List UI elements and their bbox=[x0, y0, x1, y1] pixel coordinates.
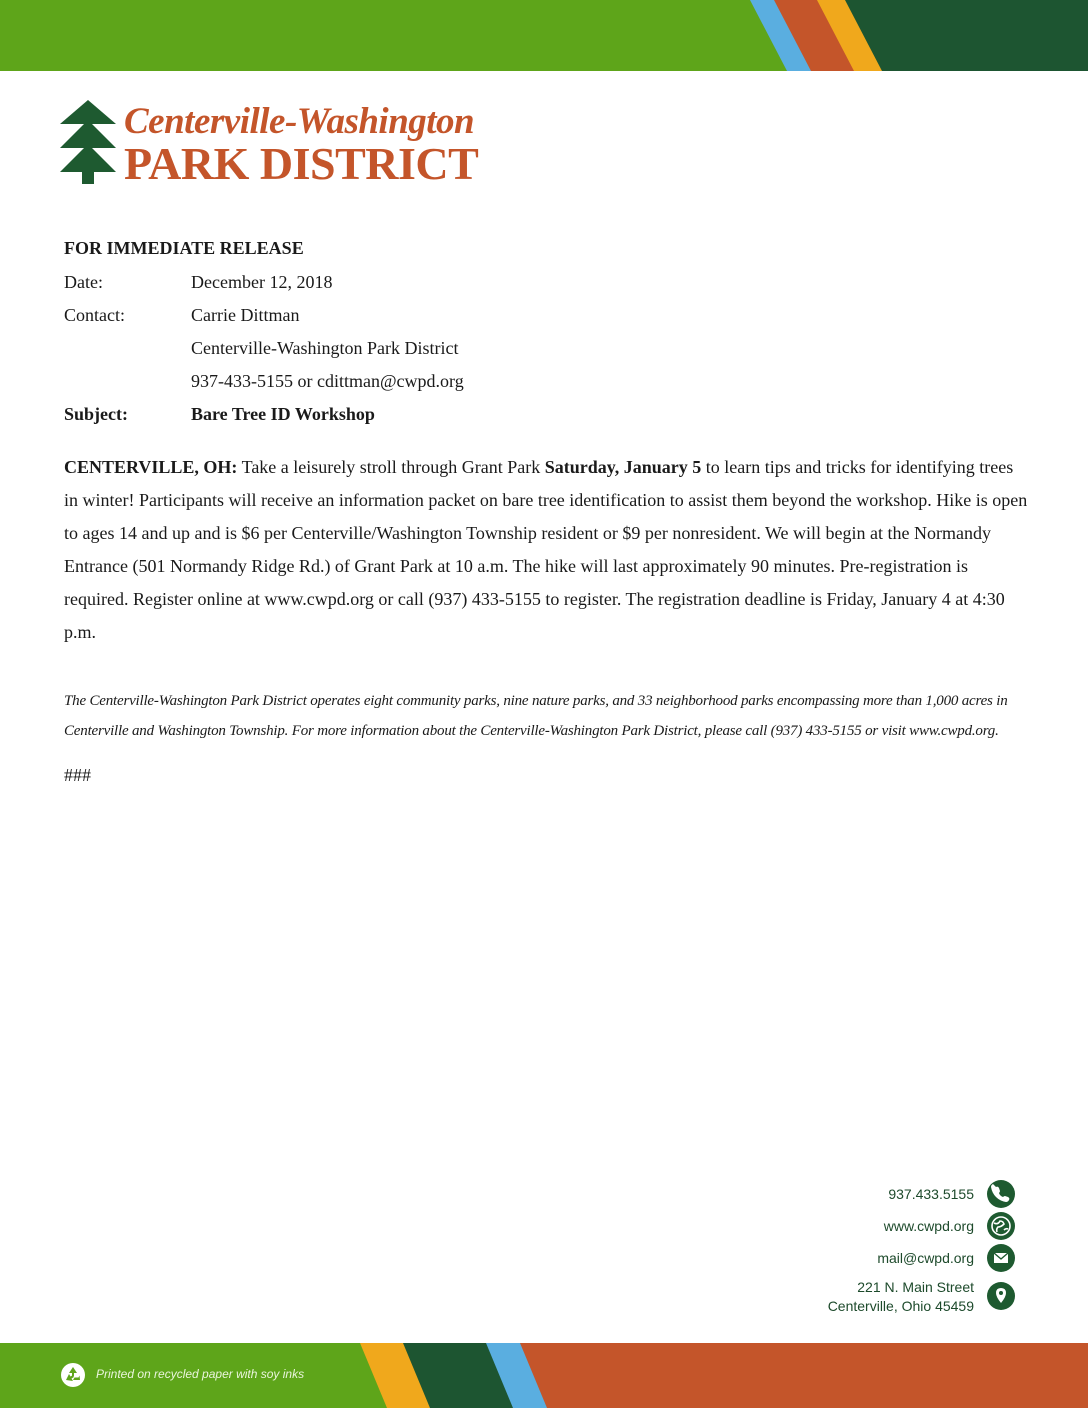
footer-address-line2: Centerville, Ohio 45459 bbox=[827, 1298, 974, 1314]
contact-name: Carrie Dittman bbox=[191, 305, 300, 325]
logo-name-line1: Centerville-Washington bbox=[124, 101, 475, 142]
contact-org: Centerville-Washington Park District bbox=[191, 338, 459, 358]
footer-phone: 937.433.5155 bbox=[888, 1186, 974, 1202]
logo-name-line2: PARK DISTRICT bbox=[124, 138, 479, 189]
end-mark: ### bbox=[64, 765, 91, 785]
date-row bbox=[64, 272, 332, 293]
release-heading: FOR IMMEDIATE RELEASE bbox=[64, 238, 304, 258]
press-release-body bbox=[64, 451, 1028, 649]
pine-tree-icon bbox=[58, 100, 118, 184]
date-value: December 12, 2018 bbox=[191, 272, 333, 292]
about-paragraph: The Centerville-Washington Park District operates eight community parks, nine nature parks, and 33 neighborhood parks encompassing more than 1,000 acres in Centerville and Washington Township. For more information about the Centerville-Washington Park District, please call (937) 433-5155 or visit www.cwpd.org. bbox=[64, 693, 1008, 739]
subject-value: Bare Tree ID Workshop bbox=[191, 404, 375, 424]
mail-icon bbox=[987, 1244, 1015, 1272]
globe-icon bbox=[987, 1212, 1015, 1240]
park-district-logo bbox=[58, 100, 528, 192]
footer-website: www.cwpd.org bbox=[883, 1218, 974, 1234]
contact-label: Contact: bbox=[64, 305, 125, 325]
top-banner bbox=[0, 0, 1088, 71]
body-text-2: to learn tips and tricks for identifying trees in winter! Participants will receive an information packet on bare tree identification to assist them beyond the workshop. Hike is open to ages 14 and up and is $6 per Centerville/Washington Township resident or $9 per nonresident. We will begin at the Normandy Entrance (501 Normandy Ridge Rd.) of Grant Park at 10 a.m. The hike will last approximately 90 minutes. Pre-registration is required. Register online at www.cwpd.org or call (937) 433-5155 to register. The registration deadline is Friday, January 4 at 4:30 p.m. bbox=[64, 457, 1028, 642]
date-label: Date: bbox=[64, 272, 103, 292]
contact-org-row bbox=[64, 338, 459, 359]
subject-row bbox=[64, 404, 375, 425]
location-pin-icon bbox=[987, 1282, 1015, 1310]
event-date: Saturday, January 5 bbox=[544, 457, 702, 477]
phone-icon bbox=[987, 1180, 1015, 1208]
body-text-1: Take a leisurely stroll through Grant Park bbox=[237, 457, 545, 477]
dateline: CENTERVILLE, OH: bbox=[64, 457, 238, 477]
contact-info: 937-433-5155 or cdittman@cwpd.org bbox=[191, 371, 464, 391]
footer-address-line1: 221 N. Main Street bbox=[857, 1279, 974, 1295]
contact-row bbox=[64, 305, 299, 326]
contact-info-row bbox=[64, 371, 464, 392]
footer-email: mail@cwpd.org bbox=[877, 1250, 974, 1266]
printed-note: Printed on recycled paper with soy inks bbox=[96, 1367, 305, 1381]
subject-label: Subject: bbox=[64, 404, 128, 424]
recycle-icon bbox=[60, 1362, 86, 1388]
